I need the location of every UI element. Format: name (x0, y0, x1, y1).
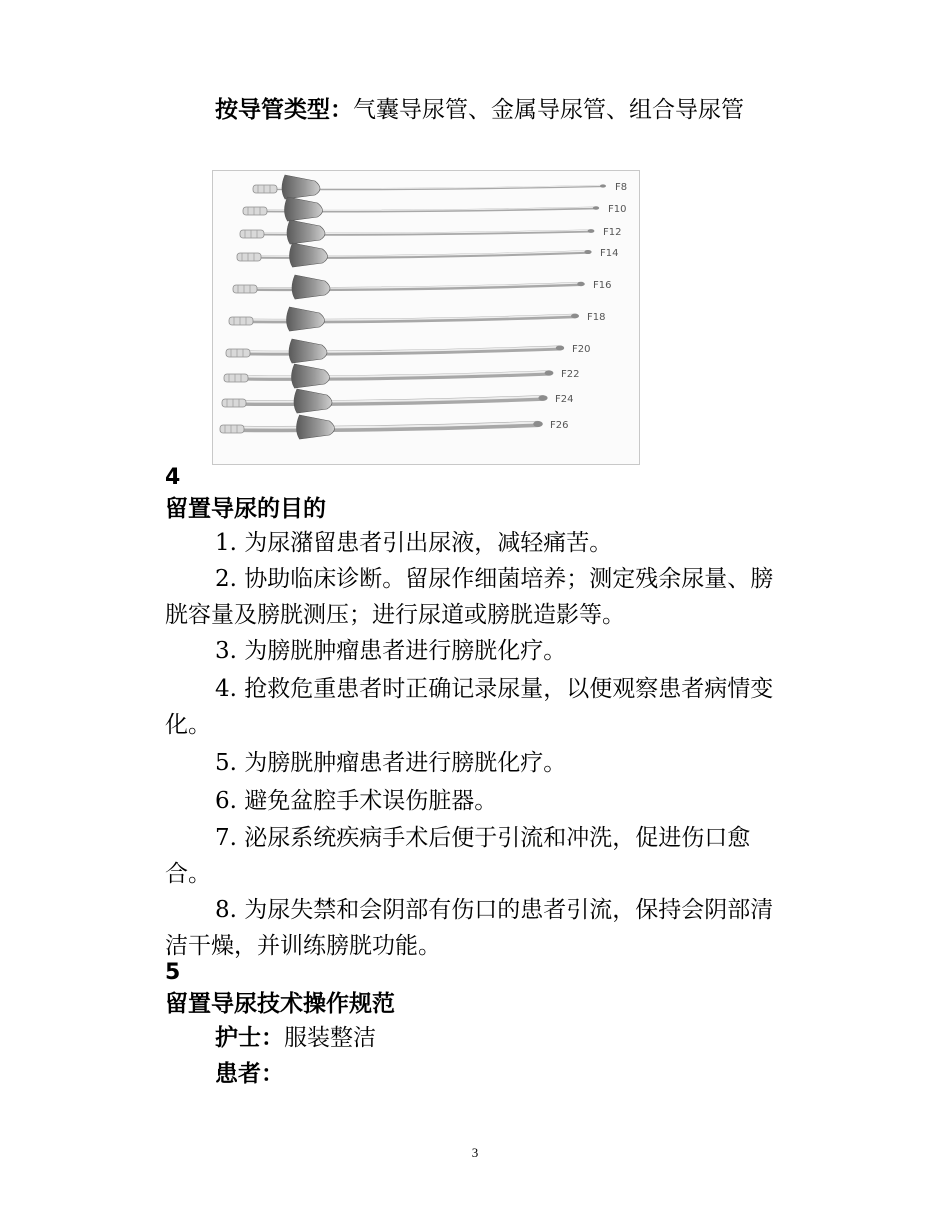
catheter-f16 (233, 275, 585, 299)
section-4-number: 4 (165, 465, 181, 490)
catheter-illustration (213, 171, 639, 464)
catheter-type-label: 按导管类型： (215, 97, 353, 123)
catheter-size-label: F18 (587, 312, 606, 323)
nurse-text: 服装整洁 (284, 1025, 376, 1051)
catheter-size-label: F26 (550, 420, 569, 431)
page-number: 3 (471, 1145, 479, 1160)
nurse-label: 护士： (215, 1025, 284, 1051)
purpose-item-1: 1. 为尿潴留患者引出尿液，减轻痛苦。 (215, 530, 613, 556)
patient-label: 患者： (215, 1061, 284, 1087)
purpose-item-5: 5. 为膀胱肿瘤患者进行膀胱化疗。 (215, 750, 567, 776)
section-5-title: 留置导尿技术操作规范 (165, 991, 395, 1017)
catheter-f10 (243, 197, 599, 221)
nurse-line (165, 1020, 775, 1056)
catheter-size-label: F22 (561, 369, 580, 380)
catheter-size-label: F12 (603, 227, 622, 238)
catheter-f22 (224, 364, 553, 388)
catheter-size-label: F24 (555, 394, 574, 405)
purpose-item-8: 8. 为尿失禁和会阴部有伤口的患者引流，保持会阴部清洁干燥，并训练膀胱功能。 (165, 897, 774, 959)
section-5-number: 5 (165, 960, 181, 985)
catheter-f18 (229, 307, 579, 331)
catheter-size-label: F10 (608, 204, 627, 215)
patient-line (165, 1056, 775, 1092)
section-4-title: 留置导尿的目的 (165, 496, 326, 522)
catheter-f26 (220, 415, 543, 439)
purpose-item-3: 3. 为膀胱肿瘤患者进行膀胱化疗。 (215, 638, 567, 664)
catheter-f24 (222, 389, 548, 413)
catheter-f14 (237, 243, 592, 267)
catheter-size-label: F16 (593, 280, 612, 291)
purpose-item-6: 6. 避免盆腔手术误伤脏器。 (215, 788, 498, 814)
catheter-sizes-photo (212, 170, 640, 465)
purpose-item-2: 2. 协助临床诊断。留尿作细菌培养；测定残余尿量、膀胱容量及膀胱测压；进行尿道或膀胱造影等。 (165, 566, 774, 628)
catheter-f20 (226, 339, 564, 363)
purpose-item-7: 7. 泌尿系统疾病手术后便于引流和冲洗，促进伤口愈合。 (165, 825, 751, 887)
purpose-item-4: 4. 抢救危重患者时正确记录尿量，以便观察患者病情变化。 (165, 676, 774, 738)
catheter-type-text: 气囊导尿管、金属导尿管、组合导尿管 (353, 97, 744, 123)
catheter-size-label: F14 (600, 248, 619, 259)
catheter-f8 (253, 175, 606, 199)
catheter-type-paragraph (165, 92, 775, 128)
catheter-f12 (240, 220, 594, 244)
catheter-size-label: F8 (615, 182, 628, 193)
catheter-size-label: F20 (572, 344, 591, 355)
